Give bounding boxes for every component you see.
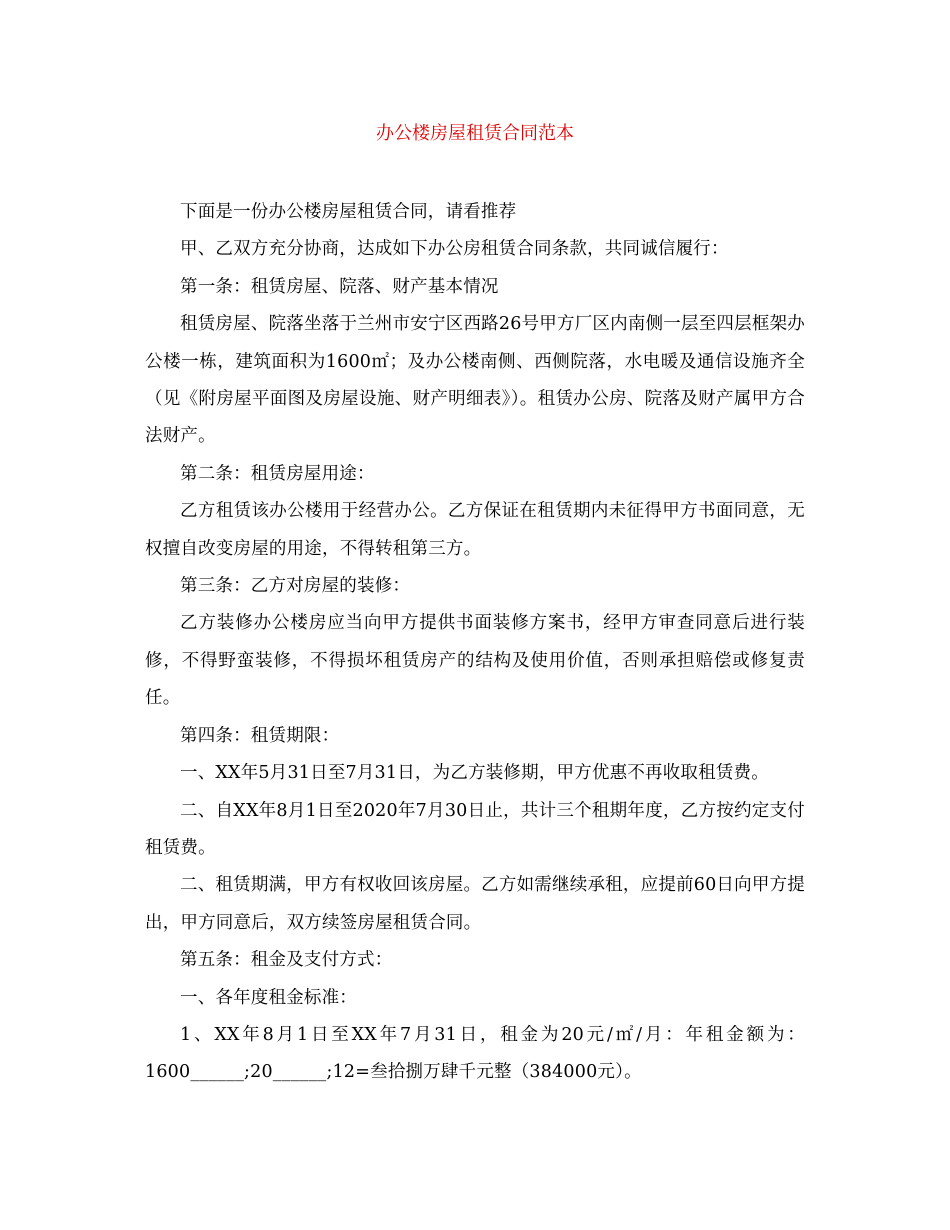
document-body xyxy=(145,194,805,1092)
paragraph: 租赁房屋、院落坐落于兰州市安宁区西路26号甲方厂区内南侧一层至四层框架办公楼一栋，建筑面积为1600㎡；及办公楼南侧、西侧院落，水电暖及通信设施齐全（见《附房屋平面图及房屋设施、财产明细表》）。租赁办公房、院落及财产属甲方合法财产。 xyxy=(145,314,805,447)
section-heading: 第四条：租赁期限： xyxy=(180,725,340,746)
section-heading: 第一条：租赁房屋、院落、财产基本情况 xyxy=(180,276,499,297)
paragraph: 一、XX年5月31日至7月31日，为乙方装修期，甲方优惠不再收取租赁费。 xyxy=(180,763,769,784)
section-heading: 第二条：租赁房屋用途： xyxy=(180,463,375,484)
paragraph: 1、XX年8月1日至XX年7月31日，租金为20元/㎡/月：年租金额为：1600______;20______;12=叁拾捌万肆千元整（384000元）。 xyxy=(145,1024,805,1083)
paragraph: 下面是一份办公楼房屋租赁合同，请看推荐 xyxy=(180,202,517,222)
paragraph: 乙方装修办公楼房应当向甲方提供书面装修方案书，经甲方审查同意后进行装修，不得野蛮装修，不得损坏租赁房产的结构及使用价值，否则承担赔偿或修复责任。 xyxy=(145,613,805,709)
paragraph: 甲、乙双方充分协商，达成如下办公房租赁合同条款，共同诚信履行： xyxy=(180,239,729,260)
section-heading: 第三条：乙方对房屋的装修： xyxy=(180,576,411,597)
paragraph: 二、租赁期满，甲方有权收回该房屋。乙方如需继续承租，应提前60日向甲方提出，甲方同意后，双方续签房屋租赁合同。 xyxy=(145,875,805,933)
paragraph: 一、各年度租金标准： xyxy=(180,987,357,1008)
paragraph: 乙方租赁该办公楼用于经营办公。乙方保证在租赁期内未征得甲方书面同意，无权擅自改变房屋的用途，不得转租第三方。 xyxy=(145,501,805,559)
section-heading: 第五条：租金及支付方式： xyxy=(180,950,393,971)
document-title: 办公楼房屋租赁合同范本 xyxy=(376,123,574,144)
paragraph: 二、自XX年8月1日至2020年7月30日止，共计三个租期年度，乙方按约定支付租赁费。 xyxy=(145,800,805,858)
